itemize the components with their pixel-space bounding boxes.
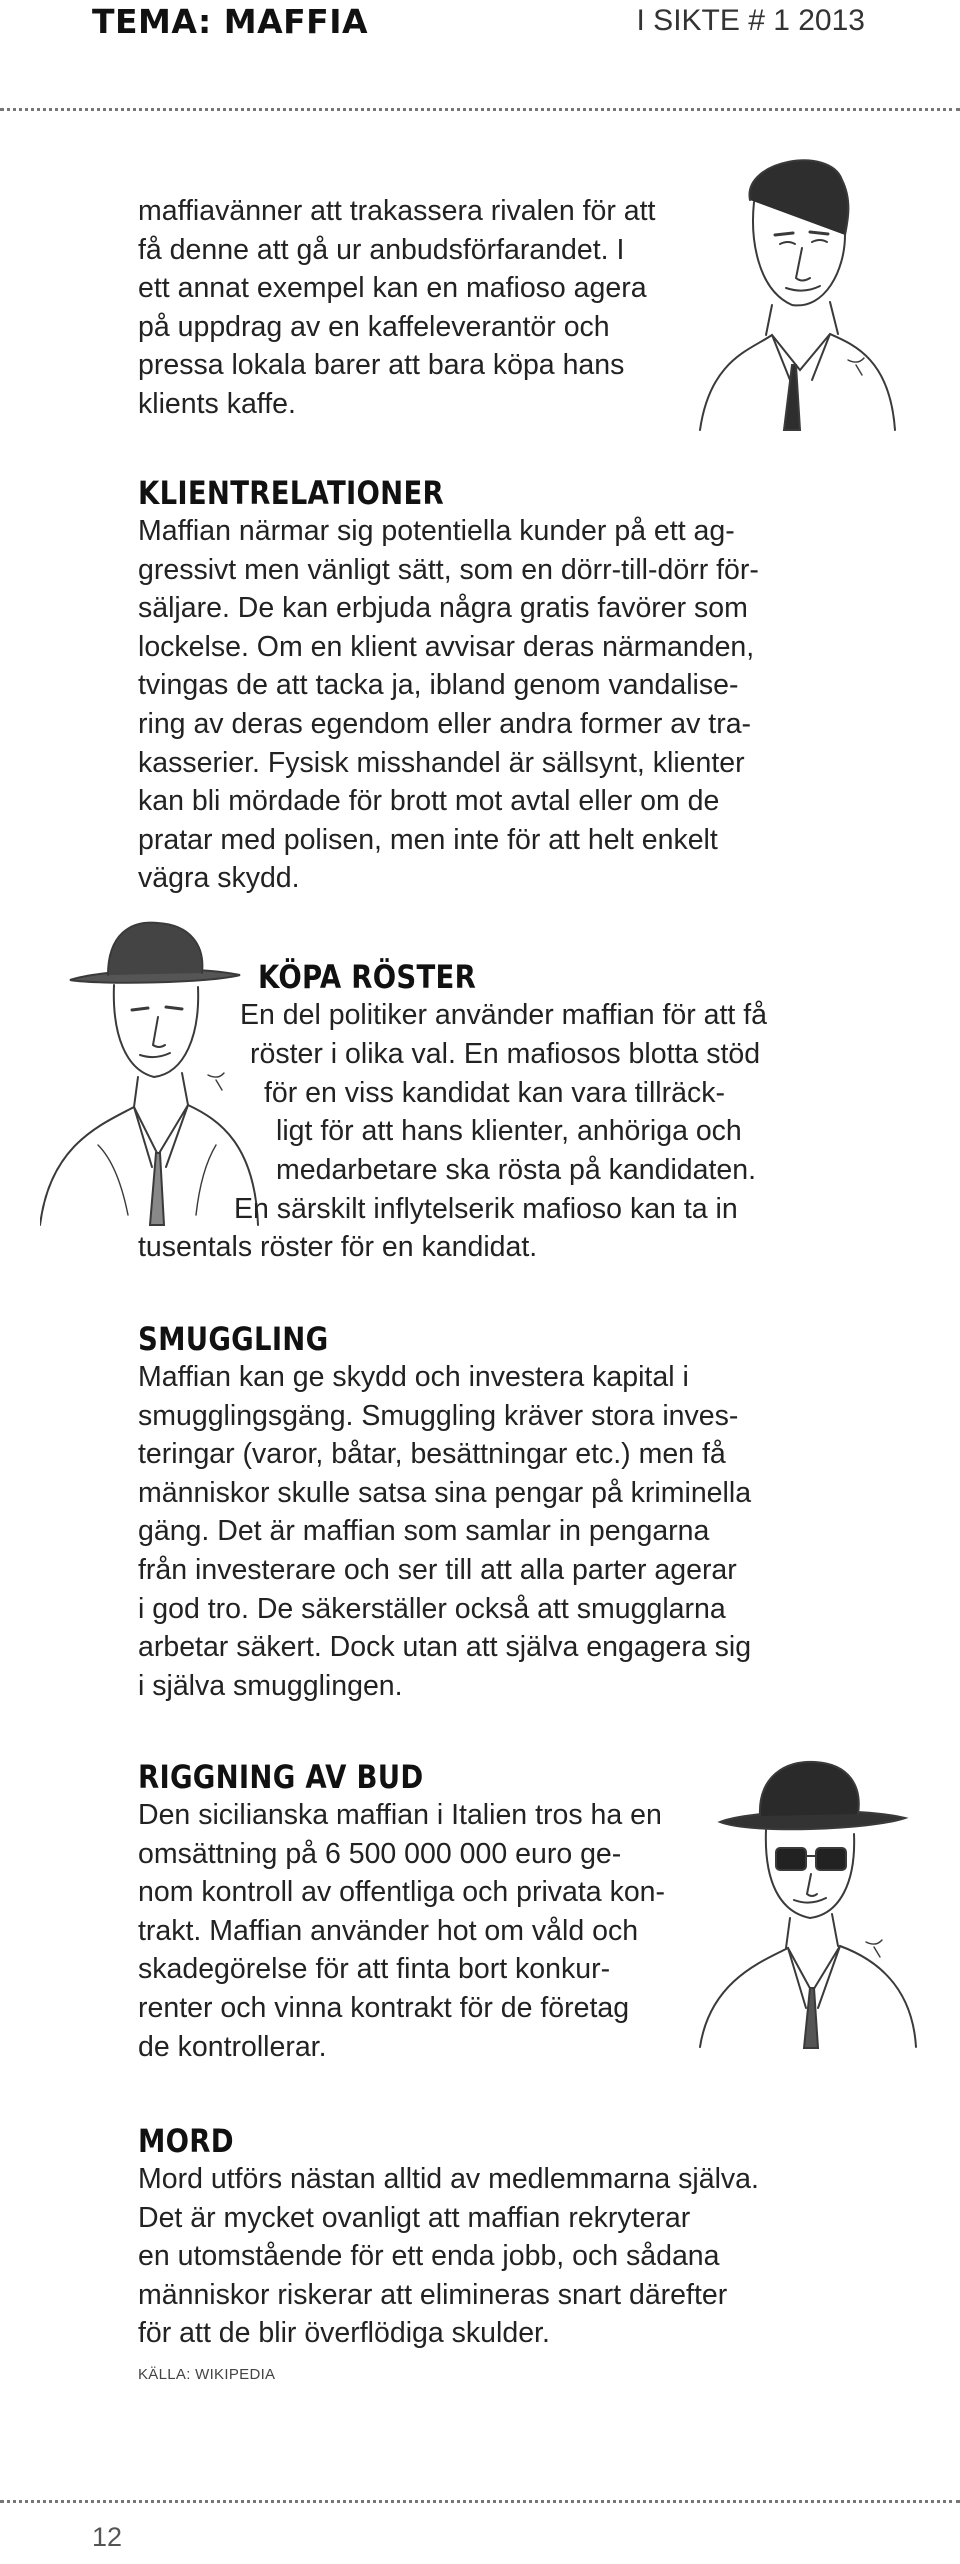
text-line: Maffian närmar sig potentiella kunder på ett ag- bbox=[138, 515, 735, 547]
text-line: Mord utförs nästan alltid av medlemmarna själva. bbox=[138, 2163, 759, 2195]
text-line: nom kontroll av offentliga och privata kon- bbox=[138, 1876, 666, 1909]
text-line: En del politiker använder maffian för att få bbox=[240, 999, 768, 1031]
text-line: få denne att gå ur anbudsförfarandet. I bbox=[138, 233, 625, 266]
text-line: renter och vinna kontrakt för de företag bbox=[138, 1991, 630, 2024]
portrait-sketch-bareheaded-man-icon bbox=[680, 140, 900, 440]
text-line: ligt för att hans klienter, anhöriga och bbox=[276, 1115, 742, 1147]
bottom-dotted-divider bbox=[0, 2500, 960, 2503]
source-credit: KÄLLA: WIKIPEDIA bbox=[138, 2366, 276, 2383]
text-line: lockelse. Om en klient avvisar deras närmanden, bbox=[138, 630, 755, 663]
text-line: i själva smugglingen. bbox=[138, 1669, 403, 1702]
text-line: vägra skydd. bbox=[138, 862, 300, 895]
section-heading: SMUGGLING bbox=[138, 1320, 329, 1358]
text-line: säljare. De kan erbjuda några gratis favörer som bbox=[138, 592, 748, 625]
text-line: maffiavänner att trakassera rivalen för att bbox=[138, 195, 656, 227]
text-line: röster i olika val. En mafiosos blotta stöd bbox=[250, 1038, 761, 1070]
text-line: en utomstående för ett enda jobb, och sådana bbox=[138, 2240, 720, 2273]
top-dotted-divider bbox=[0, 108, 960, 111]
text-line: ring av deras egendom eller andra former av tra- bbox=[138, 707, 752, 740]
text-line: Den sicilianska maffian i Italien tros ha en bbox=[138, 1799, 662, 1831]
section-riggning-av-bud bbox=[138, 1758, 665, 2066]
text-line: de kontrollerar. bbox=[138, 2030, 327, 2063]
text-line: medarbetare ska rösta på kandidaten. bbox=[276, 1154, 757, 1186]
text-line: ett annat exempel kan en mafioso agera bbox=[138, 272, 647, 305]
text-line: för att de blir överflödiga skulder. bbox=[138, 2317, 550, 2350]
section-title: TEMA: MAFFIA bbox=[92, 2, 369, 41]
text-line: arbetar säkert. Dock utan att själva engagera sig bbox=[138, 1631, 752, 1664]
text-line: människor skulle satsa sina pengar på kriminella bbox=[138, 1476, 752, 1509]
section-heading: KLIENTRELATIONER bbox=[138, 474, 444, 512]
text-line: gäng. Det är maffian som samlar in pengarna bbox=[138, 1515, 710, 1548]
text-line: Maffian kan ge skydd och investera kapital i bbox=[138, 1361, 689, 1393]
text-line: En särskilt inflytelserik mafioso kan ta in bbox=[234, 1193, 738, 1225]
section-mord bbox=[138, 2122, 759, 2353]
text-line: människor riskerar att elimineras snart därefter bbox=[138, 2278, 728, 2311]
section-smuggling bbox=[138, 1320, 751, 1705]
text-line: tusentals röster för en kandidat. bbox=[138, 1231, 538, 1263]
portrait-sketch-man-in-fedora-icon bbox=[40, 905, 260, 1235]
section-klientrelationer bbox=[138, 474, 759, 898]
text-line: teringar (varor, båtar, besättningar etc.) men få bbox=[138, 1438, 726, 1471]
text-line: gressivt men vänligt sätt, som en dörr-till-dörr för- bbox=[138, 553, 759, 586]
text-line: på uppdrag av en kaffeleverantör och bbox=[138, 310, 610, 343]
text-line: omsättning på 6 500 000 000 euro ge- bbox=[138, 1837, 622, 1870]
intro-paragraph bbox=[138, 192, 655, 424]
page-number: 12 bbox=[92, 2522, 123, 2552]
portrait-sketch-man-with-glasses-and-hat-icon bbox=[690, 1752, 920, 2052]
text-line: klients kaffe. bbox=[138, 387, 296, 420]
text-line: för en viss kandidat kan vara tillräck- bbox=[264, 1077, 725, 1109]
text-line: trakt. Maffian använder hot om våld och bbox=[138, 1914, 639, 1947]
text-line: pratar med polisen, men inte för att helt enkelt bbox=[138, 823, 718, 856]
text-line: i god tro. De säkerställer också att smugglarna bbox=[138, 1592, 726, 1625]
section-heading: RIGGNING AV BUD bbox=[138, 1758, 424, 1796]
text-line: kasserier. Fysisk misshandel är sällsynt, klienter bbox=[138, 746, 745, 779]
section-heading: KÖPA RÖSTER bbox=[258, 958, 477, 996]
text-line: tvingas de att tacka ja, ibland genom vandalise- bbox=[138, 669, 739, 702]
text-line: Det är mycket ovanligt att maffian rekryterar bbox=[138, 2201, 691, 2234]
text-line: från investerare och ser till att alla parter agerar bbox=[138, 1553, 737, 1586]
text-line: smugglingsgäng. Smuggling kräver stora inves- bbox=[138, 1399, 739, 1432]
issue-label: I SIKTE # 1 2013 bbox=[636, 4, 865, 37]
text-line: pressa lokala barer att bara köpa hans bbox=[138, 349, 625, 382]
text-line: kan bli mördade för brott mot avtal eller om de bbox=[138, 785, 720, 818]
section-heading: MORD bbox=[138, 2122, 234, 2160]
text-line: skadegörelse för att finta bort konkur- bbox=[138, 1953, 611, 1986]
